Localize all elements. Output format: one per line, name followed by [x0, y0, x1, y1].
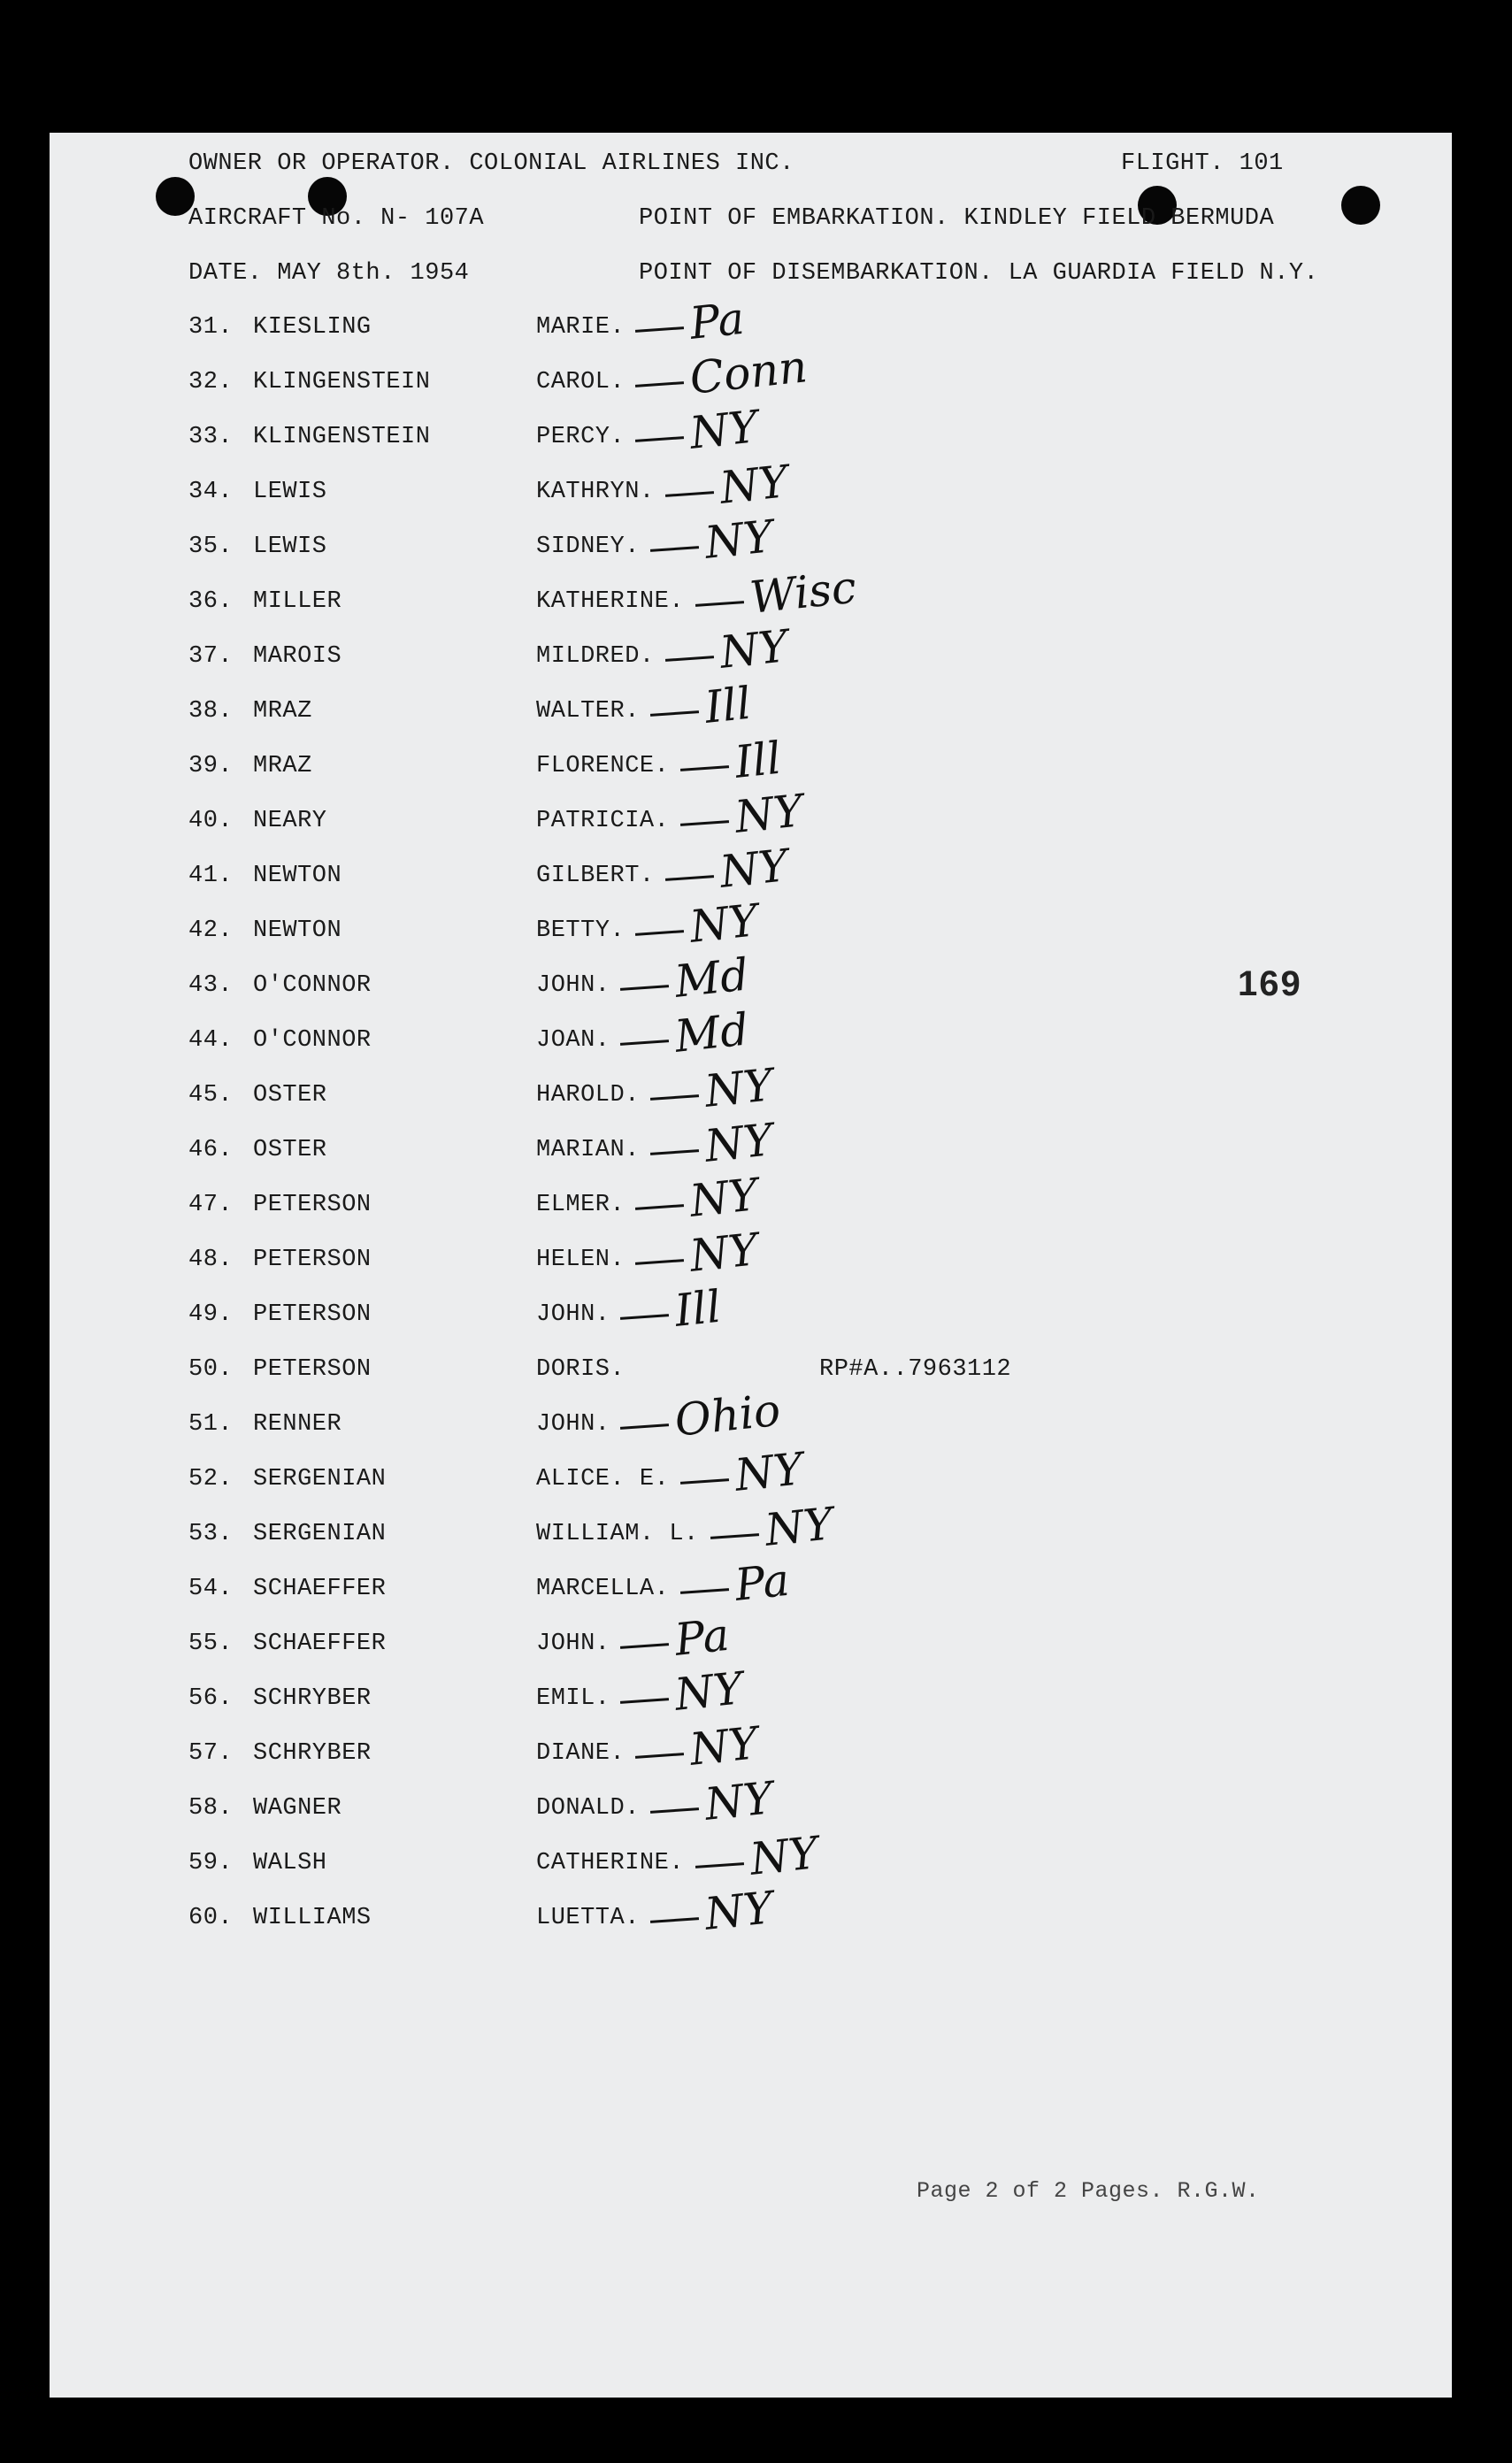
passenger-first-name: DONALD. [536, 1795, 640, 1822]
owner-operator: OWNER OR OPERATOR. COLONIAL AIRLINES INC. [188, 150, 794, 177]
handwritten-dash [620, 1423, 669, 1430]
page-stamp-number: 169 [1238, 964, 1302, 1003]
handwritten-state: NY [717, 620, 791, 679]
passenger-first-name: CATHERINE. [536, 1850, 685, 1876]
handwritten-dash [620, 985, 669, 991]
handwritten-state: Md [672, 948, 751, 1008]
passenger-last-name: PETERSON [253, 1301, 372, 1328]
passenger-last-name: WILLIAMS [253, 1905, 372, 1931]
handwritten-state: NY [687, 1717, 761, 1776]
passenger-first-name: ALICE. E. [536, 1466, 670, 1492]
passenger-last-name: SCHAEFFER [253, 1630, 387, 1657]
handwritten-dash [620, 1314, 669, 1320]
handwritten-dash [680, 1588, 729, 1594]
passenger-number: 50. [188, 1356, 234, 1383]
passenger-first-name: CAROL. [536, 369, 626, 395]
passenger-number: 41. [188, 863, 234, 889]
passenger-first-name: JOHN. [536, 1630, 610, 1657]
handwritten-dash [665, 875, 714, 881]
passenger-first-name: HAROLD. [536, 1082, 640, 1109]
passenger-number: 45. [188, 1082, 234, 1109]
passenger-number: 43. [188, 972, 234, 999]
passenger-last-name: WAGNER [253, 1795, 342, 1822]
passenger-first-name: EMIL. [536, 1685, 610, 1712]
handwritten-state: Md [672, 1003, 751, 1063]
passenger-last-name: MRAZ [253, 698, 312, 725]
handwritten-state: Ohio [672, 1384, 783, 1446]
passenger-last-name: PETERSON [253, 1356, 372, 1383]
passenger-number: 58. [188, 1795, 234, 1822]
handwritten-dash [650, 1807, 699, 1814]
passenger-last-name: OSTER [253, 1082, 327, 1109]
point-of-disembarkation: POINT OF DISEMBARKATION. LA GUARDIA FIELD N.Y. [639, 260, 1319, 287]
passenger-last-name: WALSH [253, 1850, 327, 1876]
passenger-first-name: DORIS. [536, 1356, 626, 1383]
handwritten-state: Ill [702, 677, 754, 733]
passenger-first-name: JOHN. [536, 1301, 610, 1328]
passenger-number: 52. [188, 1466, 234, 1492]
handwritten-dash [680, 765, 729, 771]
handwritten-dash [635, 436, 684, 442]
passenger-number: 33. [188, 424, 234, 450]
handwritten-dash [635, 326, 684, 333]
passenger-number: 34. [188, 479, 234, 505]
flight-number: FLIGHT. 101 [1121, 150, 1284, 177]
passenger-first-name: MARIE. [536, 314, 626, 341]
handwritten-state: NY [687, 1224, 761, 1282]
passenger-last-name: NEARY [253, 808, 327, 834]
passenger-first-name: WALTER. [536, 698, 640, 725]
passenger-first-name: HELEN. [536, 1247, 626, 1273]
passenger-number: 54. [188, 1576, 234, 1602]
passenger-first-name: MILDRED. [536, 643, 655, 670]
passenger-number: 44. [188, 1027, 234, 1054]
passenger-first-name: ELMER. [536, 1192, 626, 1218]
passport-note: RP#A..7963112 [819, 1356, 1012, 1383]
passenger-last-name: MILLER [253, 588, 342, 615]
passenger-last-name: NEWTON [253, 863, 342, 889]
passenger-last-name: MAROIS [253, 643, 342, 670]
punch-hole [1341, 186, 1380, 225]
handwritten-state: NY [717, 840, 791, 898]
page-footer: Page 2 of 2 Pages. R.G.W. [917, 2178, 1260, 2204]
handwritten-state: NY [732, 1443, 806, 1501]
passenger-last-name: NEWTON [253, 917, 342, 944]
handwritten-state: Ill [672, 1280, 724, 1337]
handwritten-state: NY [687, 401, 761, 459]
passenger-last-name: RENNER [253, 1411, 342, 1438]
handwritten-dash [695, 601, 744, 607]
passenger-number: 42. [188, 917, 234, 944]
passenger-first-name: MARCELLA. [536, 1576, 670, 1602]
handwritten-dash [665, 656, 714, 662]
handwritten-dash [620, 1040, 669, 1046]
passenger-number: 60. [188, 1905, 234, 1931]
passenger-number: 39. [188, 753, 234, 779]
passenger-number: 53. [188, 1521, 234, 1547]
passenger-first-name: WILLIAM. L. [536, 1521, 699, 1547]
handwritten-state: NY [762, 1498, 836, 1556]
handwritten-dash [665, 491, 714, 497]
handwritten-dash [620, 1643, 669, 1649]
handwritten-state: NY [687, 894, 761, 953]
passenger-last-name: KLINGENSTEIN [253, 369, 431, 395]
passenger-number: 35. [188, 533, 234, 560]
handwritten-state: NY [702, 1059, 776, 1117]
passenger-last-name: SCHRYBER [253, 1685, 372, 1712]
passenger-first-name: PERCY. [536, 424, 626, 450]
handwritten-dash [680, 1478, 729, 1485]
passenger-last-name: SERGENIAN [253, 1521, 387, 1547]
passenger-last-name: KLINGENSTEIN [253, 424, 431, 450]
passenger-first-name: PATRICIA. [536, 808, 670, 834]
passenger-number: 55. [188, 1630, 234, 1657]
passenger-last-name: OSTER [253, 1137, 327, 1163]
handwritten-dash [650, 1917, 699, 1923]
passenger-number: 36. [188, 588, 234, 615]
passenger-first-name: SIDNEY. [536, 533, 640, 560]
handwritten-state: Wisc [747, 561, 859, 624]
passenger-last-name: PETERSON [253, 1247, 372, 1273]
handwritten-dash [710, 1533, 759, 1539]
passenger-number: 48. [188, 1247, 234, 1273]
manifest-page [50, 133, 1452, 2398]
passenger-first-name: DIANE. [536, 1740, 626, 1767]
passenger-number: 40. [188, 808, 234, 834]
passenger-first-name: BETTY. [536, 917, 626, 944]
handwritten-state: Pa [732, 1554, 792, 1611]
handwritten-state: NY [717, 456, 791, 514]
handwritten-dash [650, 546, 699, 552]
passenger-last-name: SCHRYBER [253, 1740, 372, 1767]
passenger-number: 49. [188, 1301, 234, 1328]
passenger-last-name: O'CONNOR [253, 972, 372, 999]
handwritten-dash [635, 930, 684, 936]
handwritten-state: NY [732, 785, 806, 843]
handwritten-state: Pa [687, 292, 747, 349]
passenger-last-name: SERGENIAN [253, 1466, 387, 1492]
passenger-last-name: MRAZ [253, 753, 312, 779]
handwritten-state: NY [672, 1662, 746, 1721]
passenger-first-name: MARIAN. [536, 1137, 640, 1163]
passenger-first-name: LUETTA. [536, 1905, 640, 1931]
passenger-last-name: PETERSON [253, 1192, 372, 1218]
passenger-last-name: LEWIS [253, 533, 327, 560]
passenger-last-name: O'CONNOR [253, 1027, 372, 1054]
handwritten-state: Ill [732, 732, 784, 788]
handwritten-dash [635, 1204, 684, 1210]
passenger-number: 37. [188, 643, 234, 670]
passenger-number: 56. [188, 1685, 234, 1712]
passenger-first-name: JOHN. [536, 1411, 610, 1438]
manifest-date: DATE. MAY 8th. 1954 [188, 260, 470, 287]
handwritten-dash [635, 1753, 684, 1759]
passenger-first-name: KATHERINE. [536, 588, 685, 615]
handwritten-state: NY [702, 1882, 776, 1940]
passenger-last-name: LEWIS [253, 479, 327, 505]
handwritten-dash [650, 1094, 699, 1101]
handwritten-dash [635, 381, 684, 387]
aircraft-number: AIRCRAFT No. N- 107A [188, 205, 485, 232]
handwritten-state: Pa [672, 1608, 732, 1666]
passenger-number: 51. [188, 1411, 234, 1438]
handwritten-dash [620, 1698, 669, 1704]
passenger-number: 57. [188, 1740, 234, 1767]
handwritten-state: NY [747, 1827, 821, 1885]
handwritten-dash [635, 1259, 684, 1265]
handwritten-state: Conn [687, 341, 810, 404]
handwritten-dash [650, 1149, 699, 1155]
passenger-number: 59. [188, 1850, 234, 1876]
passenger-first-name: JOAN. [536, 1027, 610, 1054]
passenger-number: 46. [188, 1137, 234, 1163]
passenger-first-name: JOHN. [536, 972, 610, 999]
passenger-number: 31. [188, 314, 234, 341]
handwritten-dash [695, 1862, 744, 1868]
handwritten-state: NY [702, 1772, 776, 1830]
handwritten-state: NY [687, 1169, 761, 1227]
passenger-number: 38. [188, 698, 234, 725]
handwritten-state: NY [702, 1114, 776, 1172]
point-of-embarkation: POINT OF EMBARKATION. KINDLEY FIELD BERMUDA [639, 205, 1275, 232]
passenger-number: 32. [188, 369, 234, 395]
handwritten-dash [650, 710, 699, 717]
passenger-last-name: KIESLING [253, 314, 372, 341]
passenger-last-name: SCHAEFFER [253, 1576, 387, 1602]
passenger-first-name: GILBERT. [536, 863, 655, 889]
handwritten-dash [680, 820, 729, 826]
passenger-first-name: KATHRYN. [536, 479, 655, 505]
passenger-first-name: FLORENCE. [536, 753, 670, 779]
handwritten-state: NY [702, 510, 776, 569]
passenger-number: 47. [188, 1192, 234, 1218]
